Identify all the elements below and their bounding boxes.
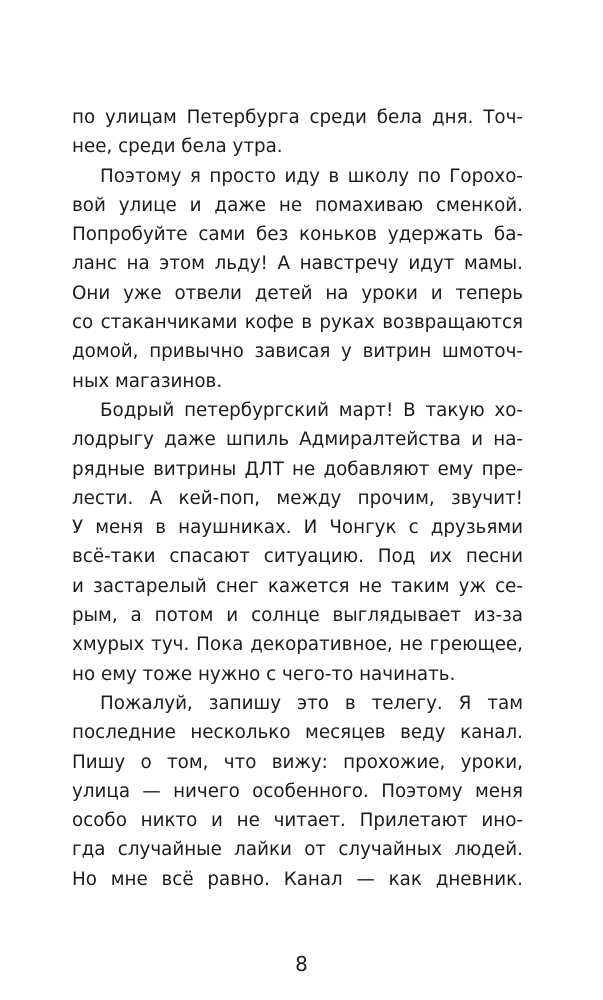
text-line: Пожалуй, запишу это в телегу. Я там (100, 692, 523, 714)
page-number: 8 (295, 952, 308, 976)
paragraph (72, 396, 523, 689)
text-line: рядные витрины ДЛТ не добавляют ему пре- (72, 458, 523, 480)
text-line: Бодрый петербургский март! В такую хо- (100, 399, 523, 421)
paragraph (72, 689, 523, 894)
text-line: ных магазинов. (72, 370, 223, 392)
text-line: и застарелый снег кажется не таким уж се- (72, 575, 523, 597)
text-line: хмурых туч. Пока декоративное, не греющее, (72, 634, 523, 656)
text-line: Они уже отвели детей на уроки и теперь (72, 282, 523, 304)
text-line: но ему тоже нужно с чего-то начинать. (72, 663, 456, 685)
paragraph (72, 162, 523, 396)
text-line: У меня в наушниках. И Чонгук с друзьями (72, 517, 523, 539)
text-line: Но мне всё равно. Канал — как дневник. (72, 868, 523, 890)
text-line: нее, среди бела утра. (72, 136, 283, 158)
book-page-text (72, 103, 523, 894)
text-line: особо никто и не читает. Прилетают ино- (72, 810, 523, 832)
text-line: Пишу о том, что вижу: прохожие, уроки, (72, 751, 523, 773)
text-line: лести. А кей-поп, между прочим, звучит! (72, 487, 523, 509)
text-line: со стаканчиками кофе в руках возвращаются (72, 312, 523, 334)
text-line: лодрыгу даже шпиль Адмиралтейства и на- (72, 429, 523, 451)
text-line: всё-таки спасают ситуацию. Под их песни (72, 546, 523, 568)
text-line: вой улице и даже не помахиваю сменкой. (72, 194, 523, 216)
text-line: ланс на этом льду! А навстречу идут мамы. (72, 253, 523, 275)
text-line: рым, а потом и солнце выглядывает из-за (72, 605, 523, 627)
text-line: улица — ничего особенного. Поэтому меня (72, 780, 523, 802)
text-line: по улицам Петербурга среди бела дня. Точ- (72, 107, 523, 128)
text-line: Попробуйте сами без коньков удержать ба- (72, 224, 523, 246)
text-line: Поэтому я просто иду в школу по Горохо- (100, 165, 523, 187)
paragraph (72, 103, 523, 162)
text-line: домой, привычно зависая у витрин шмоточ- (72, 341, 523, 363)
text-line: последние несколько месяцев веду канал. (72, 722, 523, 744)
text-line: гда случайные лайки от случайных людей. (72, 839, 523, 861)
